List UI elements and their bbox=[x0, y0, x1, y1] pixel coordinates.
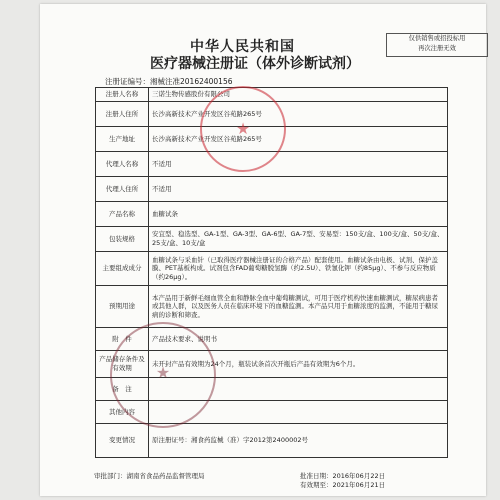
registration-number: 注册证编号：湘械注准20162400156 bbox=[105, 77, 233, 86]
table-row bbox=[96, 227, 448, 252]
row-value: 不适用 bbox=[149, 177, 448, 202]
row-label: 代理人住所 bbox=[96, 177, 149, 202]
official-seal-stamp bbox=[200, 86, 286, 172]
table-row bbox=[96, 177, 448, 202]
row-label: 生产地址 bbox=[96, 127, 149, 152]
row-value: 安宜型、稳选型、GA-1型、GA-3型、GA-6型、GA-7型、安易型：150支/盒、100支/盒、50支/盒、25支/盒、10支/盒 bbox=[149, 227, 448, 252]
approval-dates bbox=[300, 471, 385, 489]
seal-star-icon: ★ bbox=[235, 119, 251, 139]
row-label: 产品储存条件及有效期 bbox=[96, 351, 149, 378]
approval-date: 批准日期：2016年06月22日 bbox=[300, 472, 386, 480]
row-label: 变更情况 bbox=[96, 424, 149, 458]
row-label: 注册人名称 bbox=[96, 88, 149, 102]
row-label: 包装规格 bbox=[96, 227, 149, 252]
notice-line-1: 仅供销售或招投标用 bbox=[408, 35, 466, 42]
row-value: 长沙高新技术产业开发区谷苑路265号 bbox=[149, 127, 448, 152]
row-value: 产品技术要求、说明书 bbox=[149, 328, 448, 351]
row-value: 血糖试条 bbox=[149, 202, 448, 227]
row-label: 其他内容 bbox=[96, 401, 149, 424]
table-row bbox=[96, 424, 448, 458]
row-label: 代理人名称 bbox=[96, 152, 149, 177]
row-label: 备 注 bbox=[96, 378, 149, 401]
row-label: 产品名称 bbox=[96, 202, 149, 227]
title-certificate: 医疗器械注册证（体外诊断试剂） bbox=[150, 56, 360, 72]
valid-until-date: 有效期至：2021年06月21日 bbox=[300, 481, 386, 489]
row-value: 本产品用于新鲜毛细血管全血和静脉全血中葡萄糖测试，可用于医疗机构快速血糖测试，糖尿病患者或其他人群，以及医务人员在临床环境下的血糖监测。本产品只用于血糖浓度的监测，不能用于糖尿病的诊断和筛查。 bbox=[149, 286, 448, 328]
seal-star-icon: ★ bbox=[155, 362, 171, 382]
row-value: 血糖试条与采血针（已取得医疗器械注册证的合格产品）配套使用。血糖试条由电极、试剂、保护盖膜、PET基板构成。试剂包含FAD葡萄糖脱氢酶（约2.5U）、铁氰化钾（约85μg）、不参与反应物质（约26μg）。 bbox=[149, 252, 448, 286]
table-row bbox=[96, 202, 448, 227]
official-seal-stamp bbox=[110, 322, 216, 428]
usage-notice-box bbox=[386, 33, 488, 57]
row-label: 注册人住所 bbox=[96, 102, 149, 127]
row-value: 长沙高新技术产业开发区谷苑路265号 bbox=[149, 102, 448, 127]
table-row bbox=[96, 252, 448, 286]
row-label: 主要组成成分 bbox=[96, 252, 149, 286]
title-country: 中华人民共和国 bbox=[190, 39, 295, 55]
notice-line-2: 再次注册无效 bbox=[418, 45, 456, 52]
row-label: 预期用途 bbox=[96, 286, 149, 328]
row-value: 原注册证号：湘食药监械（准）字2012第2400002号 bbox=[149, 424, 448, 458]
row-value: 三诺生物传感股份有限公司 bbox=[149, 88, 448, 102]
table-row bbox=[96, 286, 448, 328]
row-label: 附 件 bbox=[96, 328, 149, 351]
row-value: 未开封产品有效期为24个月，瓶装试条首次开瓶后产品有效期为6个月。 bbox=[149, 351, 448, 378]
row-value: 不适用 bbox=[149, 152, 448, 177]
approval-department: 审批部门：湖南省食品药品监督管理局 bbox=[94, 472, 205, 480]
